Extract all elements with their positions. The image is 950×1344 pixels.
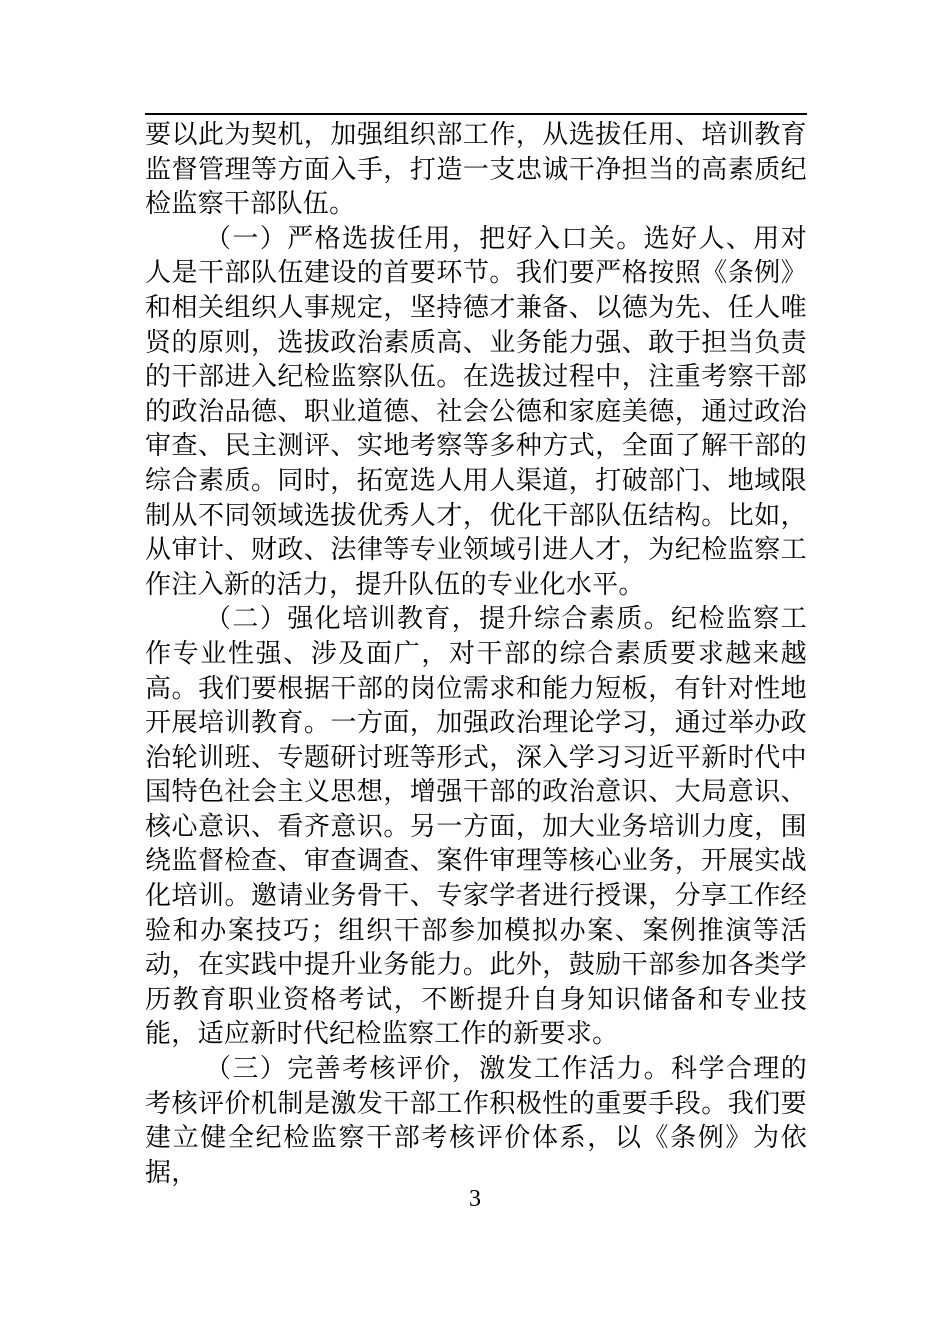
header-rule bbox=[145, 113, 807, 115]
paragraph-section-3: （三）完善考核评价，激发工作活力。科学合理的考核评价机制是激发干部工作积极性的重要手段。我们要建立健全纪检监察干部考核评价体系，以《条例》为依据， bbox=[145, 1054, 807, 1188]
paragraph-section-2: （二）强化培训教育，提升综合素质。纪检监察工作专业性强、涉及面广，对干部的综合素质要求越来越高。我们要根据干部的岗位需求和能力短板，有针对性地开展培训教育。一方面，加强政治理论学习，通过举办政治轮训班、专题研讨班等形式，深入学习习近平新时代中国特色社会主义思想，增强干部的政治意识、大局意识、核心意识、看齐意识。另一方面，加大业务培训力度，围绕监督检查、审查调查、案件审理等核心业务，开展实战化培训。邀请业务骨干、专家学者进行授课，分享工作经验和办案技巧；组织干部参加模拟办案、案例推演等活动，在实践中提升业务能力。此外，鼓励干部参加各类学历教育职业资格考试，不断提升自身知识储备和专业技能，适应新时代纪检监察工作的新要求。 bbox=[145, 604, 807, 1050]
page-number: 3 bbox=[469, 1186, 481, 1212]
paragraph-continuation: 要以此为契机，加强组织部工作，从选拔任用、培训教育监督管理等方面入手，打造一支忠诚干净担当的高素质纪检监察干部队伍。 bbox=[145, 120, 807, 220]
body-text bbox=[145, 118, 807, 1190]
paragraph-section-1: （一）严格选拔任用，把好入口关。选好人、用对人是干部队伍建设的首要环节。我们要严格按照《条例》和相关组织人事规定，坚持德才兼备、以德为先、任人唯贤的原则，选拔政治素质高、业务能力强、敢于担当负责的干部进入纪检监察队伍。在选拔过程中，注重考察干部的政治品德、职业道德、社会公德和家庭美德，通过政治审查、民主测评、实地考察等多种方式，全面了解干部的综合素质。同时，拓宽选人用人渠道，打破部门、地域限制从不同领域选拔优秀人才，优化干部队伍结构。比如，从审计、财政、法律等专业领域引进人才，为纪检监察工作注入新的活力，提升队伍的专业化水平。 bbox=[145, 223, 807, 600]
